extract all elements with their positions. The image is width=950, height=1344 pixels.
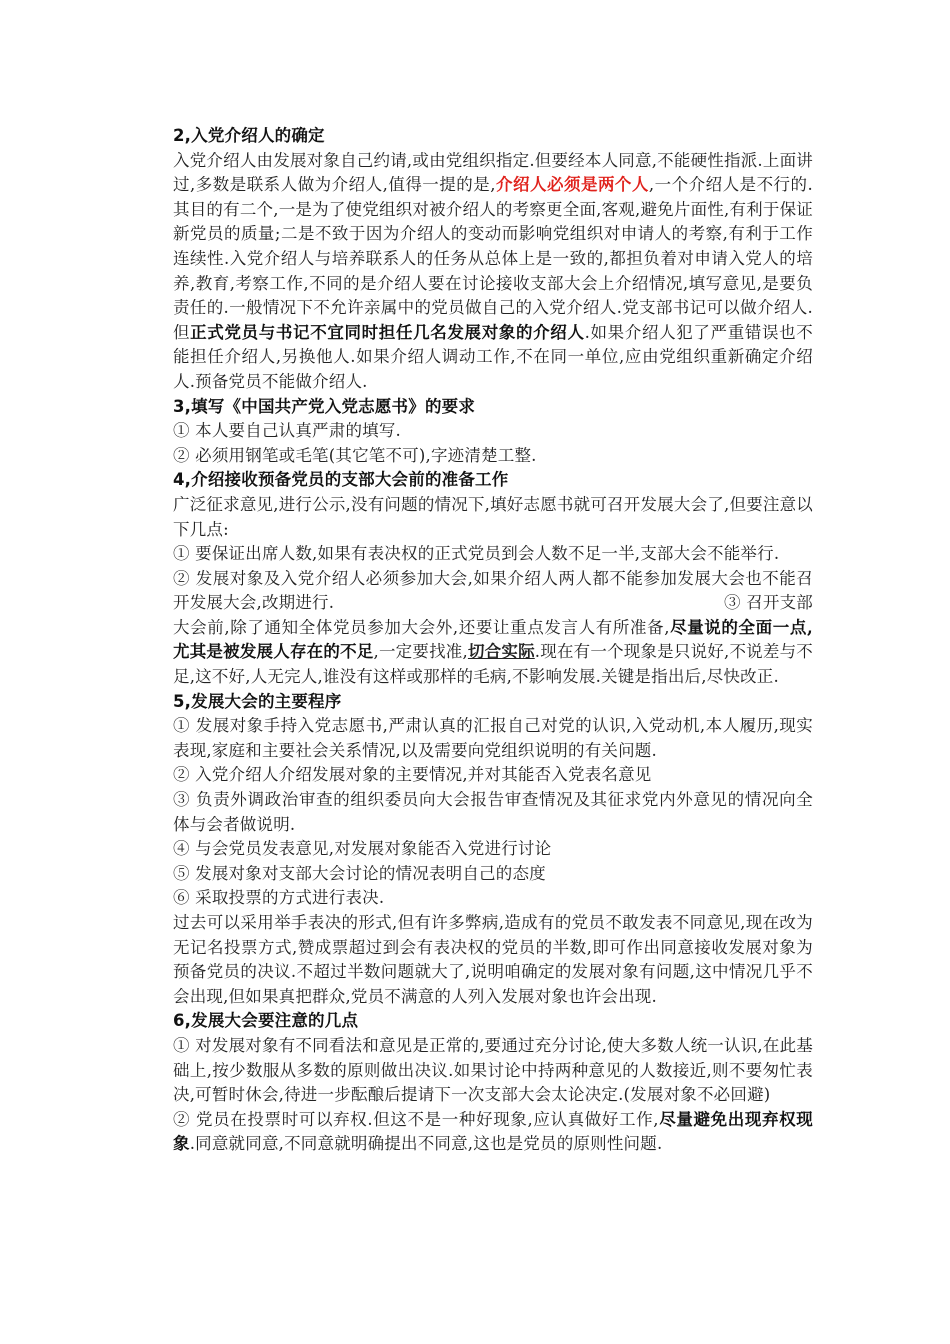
section-2-text-a: 入党介绍人由发展对象自己约请,或由党组织指定.但要经本人同意,不能硬性指派.上面讲过,多数是联系人做为介绍人,值得一提的是, bbox=[173, 150, 813, 195]
section-2-red-highlight: 介绍人必须是两个人 bbox=[495, 175, 649, 195]
section-5-item-4: ④ 与会党员发表意见,对发展对象能否入党进行讨论 bbox=[173, 839, 552, 859]
section-3-heading: 3,填写《中国共产党入党志愿书》的要求 bbox=[173, 396, 476, 416]
section-4-item-2 bbox=[173, 567, 813, 616]
section-4-item-1: ① 要保证出席人数,如果有表决权的正式党员到会人数不足一半,支部大会不能举行. bbox=[173, 544, 780, 564]
section-5-item-2: ② 入党介绍人介绍发展对象的主要情况,并对其能否入党表名意见 bbox=[173, 765, 652, 785]
section-3-item-2: ② 必须用钢笔或毛笔(其它笔不可),字迹清楚工整. bbox=[173, 445, 537, 465]
section-5-item-3: ③ 负责外调政治审查的组织委员向大会报告审查情况及其征求党内外意见的情况向全体与会者做说明. bbox=[173, 790, 813, 834]
section-6-item-1: ① 对发展对象有不同看法和意见是正常的,要通过充分讨论,使大多数人统一认识,在此基础上,按少数服从多数的原则做出决议.如果讨论中持两种意见的人数接近,则不要匆忙表决,可暂时休会,待进一步酝酿后提请下一次支部大会太论决定.(发展对象不必回避) bbox=[173, 1035, 813, 1105]
section-2-text-c: .如果介绍人犯了严重错误也不能担任介绍人,另换他人.如果介绍人调动工作,不在同一单位,应由党组织重新确定介绍人.预备党员不能做介绍人. bbox=[173, 322, 814, 391]
section-4-item-3-bold: 尽量说的全面一点,尤其是被发展人存在的不足 bbox=[173, 617, 813, 662]
section-5-closing: 过去可以采用举手表决的形式,但有许多弊病,造成有的党员不敢发表不同意见,现在改为无记名投票方式,赞成票超过到会有表决权的党员的半数,即可作出同意接收发展对象为预备党员的决议.不超过半数问题就大了,说明咱确定的发展对象有问题,这中情况几乎不会出现,但如果真把群众,党员不满意的人列入发展对象也许会出现. bbox=[173, 913, 813, 1006]
section-5-heading: 5,发展大会的主要程序 bbox=[173, 691, 342, 711]
section-4-heading: 4,介绍接收预备党员的支部大会前的准备工作 bbox=[173, 470, 509, 490]
section-4-intro: 广泛征求意见,进行公示,没有问题的情况下,填好志愿书就可召开发展大会了,但要注意以下几点: bbox=[173, 494, 813, 539]
section-4-item-3-text-b: ,一定要找准, bbox=[373, 642, 468, 662]
section-6-heading: 6,发展大会要注意的几点 bbox=[173, 1011, 359, 1031]
section-5-item-5: ⑤ 发展对象对支部大会讨论的情况表明自己的态度 bbox=[173, 863, 546, 883]
section-4-item-2-text: ② 发展对象及入党介绍人必须参加大会,如果介绍人两人都不能参加发展大会也不能召开发展大会,改期进行. bbox=[173, 568, 813, 613]
section-4-item-3 bbox=[173, 616, 813, 690]
section-2-text-b: ,一个介绍人是不行的.其目的有二个,一是为了使党组织对被介绍人的考察更全面,客观,避免片面性,有利于保证新党员的质量;二是不致于因为介绍人的变动而影响党组织对申请人的考察,有利于工作连续性.入党介绍人与培养联系人的任务从总体上是一致的,都担负着对申请入党人的培养,教育,考察工作,不同的是介绍人要在讨论接收支部大会上介绍情况,填写意见,是要负责任的.一般情况下不允许亲属中的党员做自己的入党介绍人.党支部书记可以做介绍人.但 bbox=[173, 175, 813, 342]
section-2-paragraph bbox=[173, 149, 813, 395]
section-5-item-1: ① 发展对象手持入党志愿书,严肃认真的汇报自己对党的认识,入党动机,本人履历,现实表现,家庭和主要社会关系情况,以及需要向党组织说明的有关问题. bbox=[173, 716, 813, 760]
document-body bbox=[173, 124, 813, 1157]
section-3-item-1: ① 本人要自己认真严肃的填写. bbox=[173, 421, 401, 441]
section-6-item-2 bbox=[173, 1108, 813, 1157]
section-4-item-3-start: ③ 召开支部 bbox=[724, 593, 813, 613]
section-2-heading: 2,入党介绍人的确定 bbox=[173, 126, 325, 145]
section-2-bold-highlight: 正式党员与书记不宜同时担任几名发展对象的介绍人 bbox=[190, 322, 585, 342]
section-6-item-2-text-b: .同意就同意,不同意就明确提出不同意,这也是党员的原则性问题. bbox=[189, 1134, 663, 1154]
section-4-item-3-text-c: .现在有一个现象是只说好,不说差与不足,这不好,人无完人,谁没有这样或那样的毛病,不影响发展.关键是指出后,尽快改正. bbox=[173, 642, 813, 687]
section-6-item-2-text-a: ② 党员在投票时可以弃权.但这不是一种好现象,应认真做好工作, bbox=[173, 1109, 659, 1129]
section-6-item-2-bold: 尽量避免出现弃权现象 bbox=[173, 1109, 813, 1154]
section-5-item-6: ⑥ 采取投票的方式进行表决. bbox=[173, 888, 385, 908]
section-4-item-3-text-a: 大会前,除了通知全体党员参加大会外,还要让重点发言人有所准备, bbox=[173, 617, 670, 637]
section-4-item-3-underline: 切合实际 bbox=[467, 642, 535, 662]
